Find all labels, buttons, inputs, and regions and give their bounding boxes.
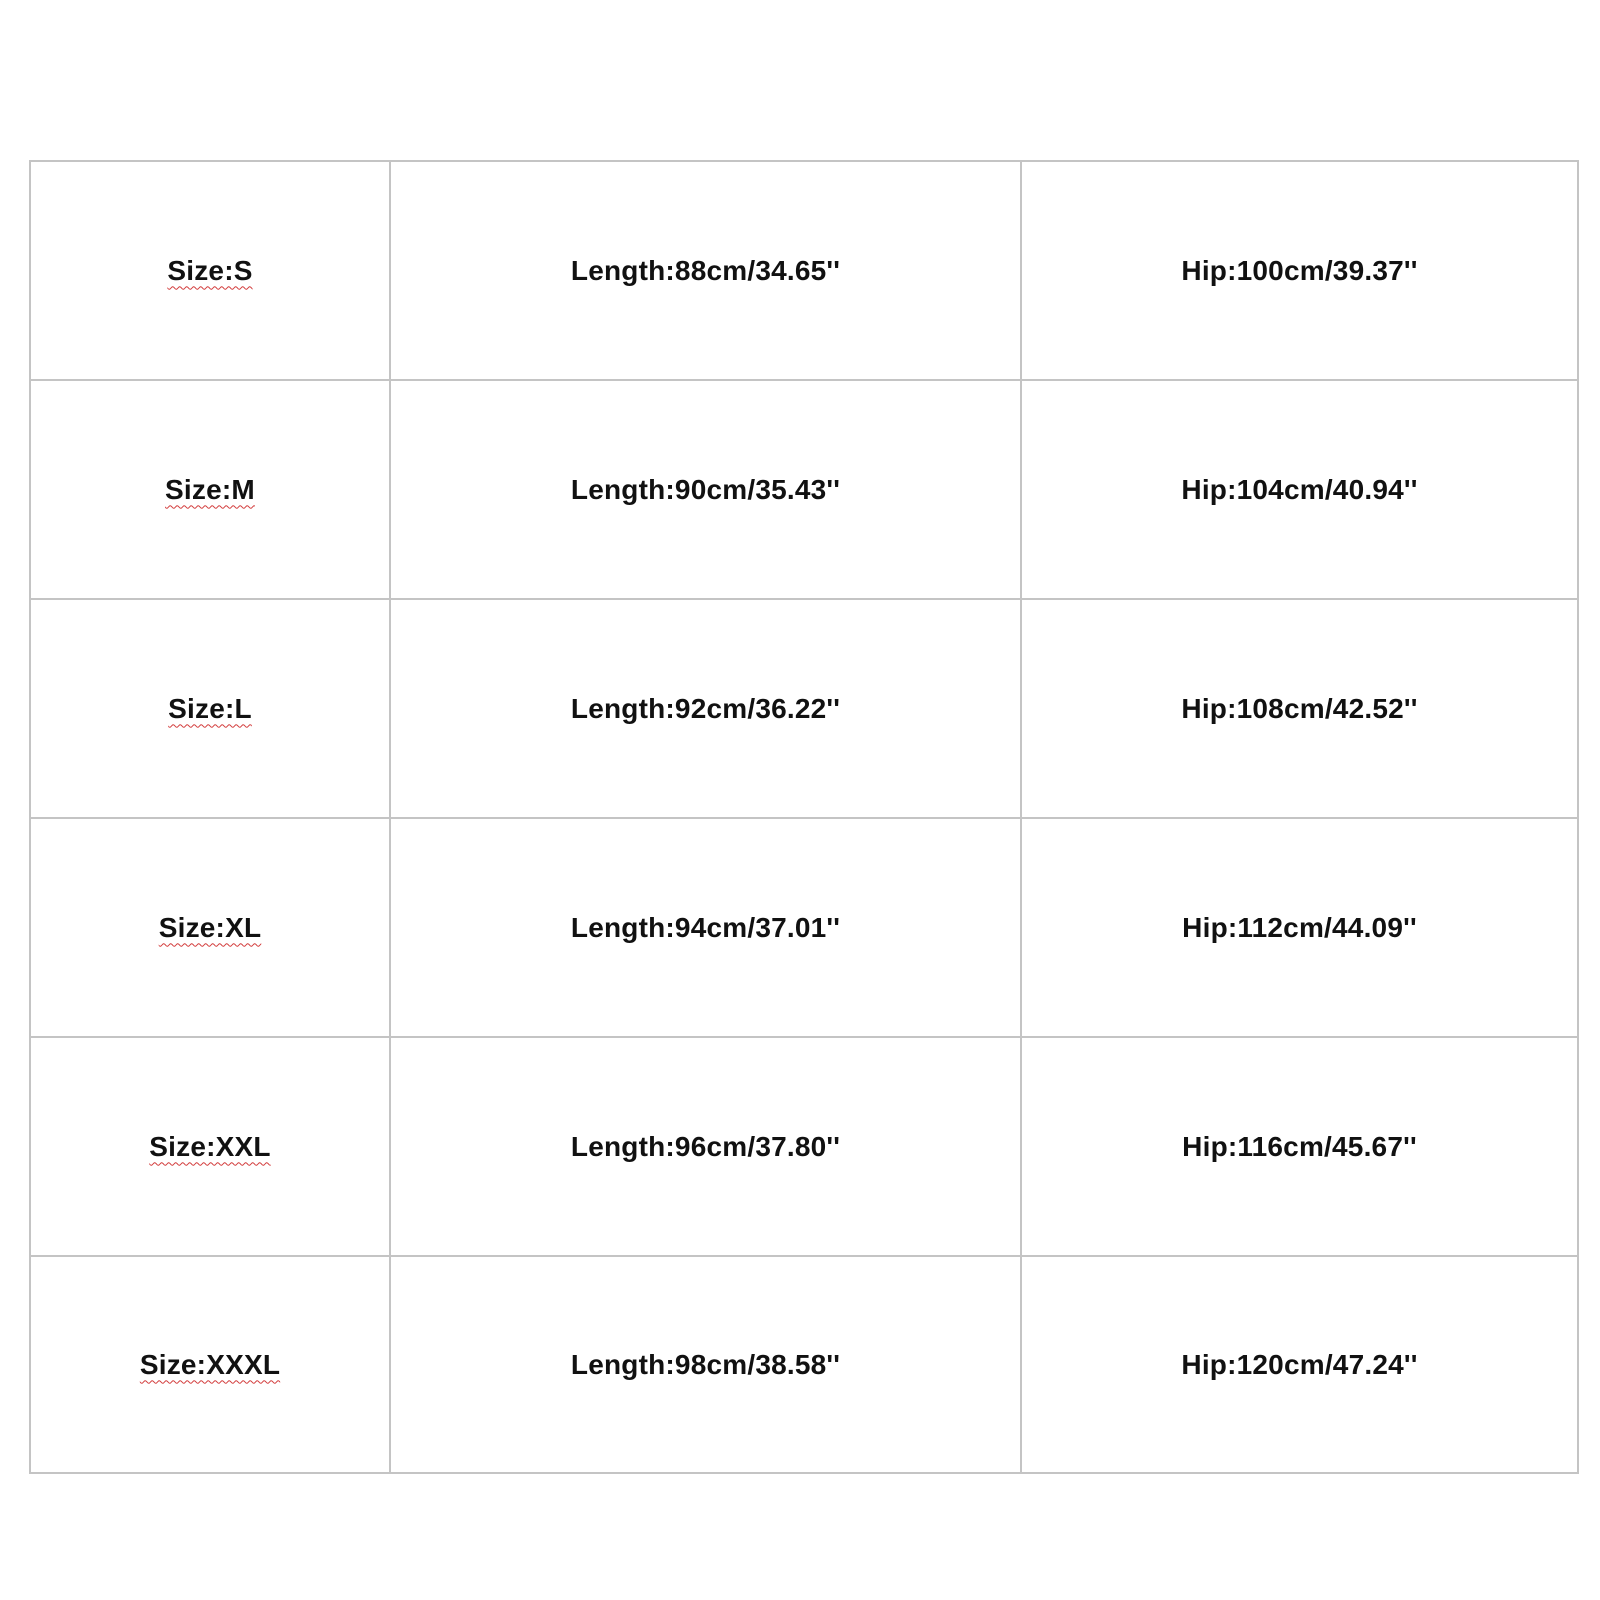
length-cell: Length:90cm/35.43'' [390,380,1021,599]
size-label: Size:L [168,692,252,724]
size-cell [30,599,390,818]
size-label: Size:XXL [149,1130,271,1162]
size-label: Size:S [167,254,253,286]
length-cell: Length:88cm/34.65'' [390,161,1021,380]
hip-cell: Hip:100cm/39.37'' [1021,161,1578,380]
size-label: Size:XXXL [139,1348,281,1380]
table-row [30,599,1578,818]
hip-cell: Hip:116cm/45.67'' [1021,1037,1578,1256]
length-cell: Length:98cm/38.58'' [390,1256,1021,1473]
length-cell: Length:94cm/37.01'' [390,818,1021,1037]
hip-cell: Hip:112cm/44.09'' [1021,818,1578,1037]
size-cell [30,1037,390,1256]
size-chart-table [29,160,1579,1474]
hip-cell: Hip:108cm/42.52'' [1021,599,1578,818]
size-cell [30,818,390,1037]
table-row [30,380,1578,599]
length-cell: Length:96cm/37.80'' [390,1037,1021,1256]
size-cell [30,1256,390,1473]
hip-cell: Hip:120cm/47.24'' [1021,1256,1578,1473]
size-cell [30,380,390,599]
size-label: Size:M [165,473,255,505]
size-label: Size:XL [158,911,262,943]
size-cell [30,161,390,380]
hip-cell: Hip:104cm/40.94'' [1021,380,1578,599]
table-row [30,1256,1578,1473]
length-cell: Length:92cm/36.22'' [390,599,1021,818]
table-row [30,161,1578,380]
table-row [30,1037,1578,1256]
table-row [30,818,1578,1037]
